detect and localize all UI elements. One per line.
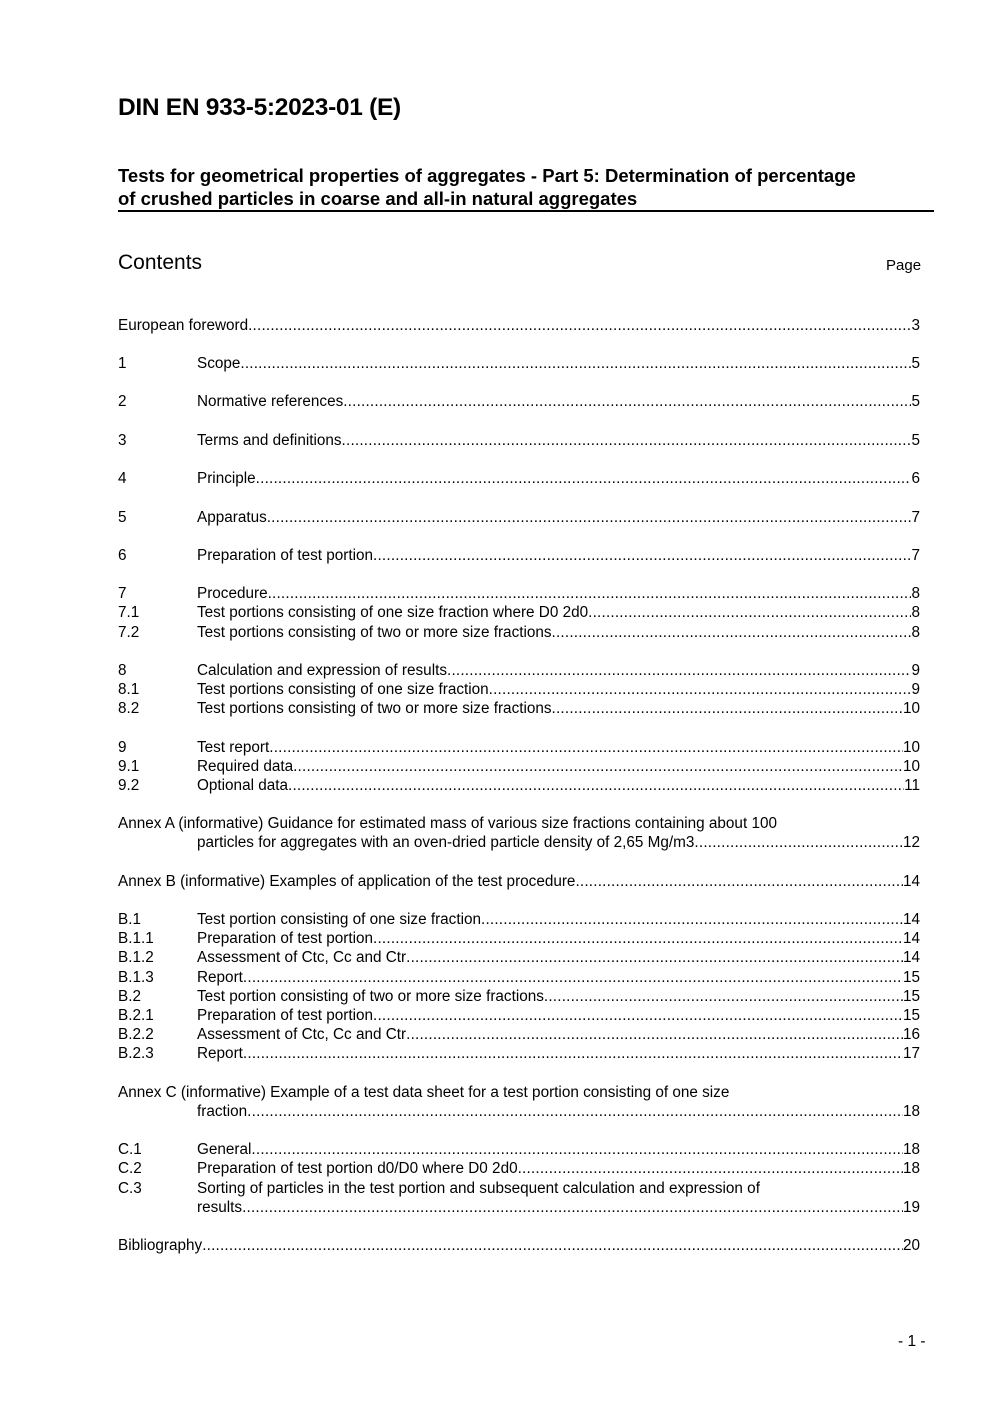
toc-entry[interactable] (118, 738, 920, 757)
toc-entry-continuation[interactable] (118, 833, 920, 852)
contents-heading: Contents (118, 251, 203, 274)
toc-entry-number: B.1.3 (118, 969, 154, 986)
toc-entry[interactable] (118, 354, 920, 373)
toc-dot-leader (544, 987, 903, 1006)
toc-entry-page: 5 (911, 393, 920, 410)
toc-entry-title: General (197, 1141, 252, 1158)
toc-entry[interactable] (118, 776, 920, 795)
toc-entry-title: Test portions consisting of one size fraction where D0 2d0 (197, 604, 589, 621)
toc-dot-leader (288, 776, 904, 795)
toc-entry-title: Bibliography (118, 1237, 203, 1254)
toc-entry-page: 18 (902, 1103, 920, 1120)
toc-entry[interactable] (118, 1159, 920, 1178)
toc-entry-number: B.2.3 (118, 1045, 154, 1062)
toc-entry-number: 7.1 (118, 604, 140, 621)
toc-entry-page: 9 (911, 681, 920, 698)
toc-entry-page: 7 (911, 509, 920, 526)
toc-entry-page: 17 (902, 1045, 920, 1062)
toc-dot-leader (373, 929, 903, 948)
toc-entry[interactable] (118, 680, 920, 699)
toc-entry-number: 7.2 (118, 624, 140, 641)
toc-entry-number: B.2 (118, 988, 141, 1005)
toc-entry[interactable] (118, 910, 920, 929)
toc-entry-title: Required data (197, 758, 294, 775)
toc-dot-leader (293, 757, 903, 776)
toc-entry-number: 2 (118, 393, 127, 410)
toc-entry[interactable] (118, 757, 920, 776)
toc-entry-number: 1 (118, 355, 127, 372)
toc-entry-title: Annex B (informative) Examples of application of the test procedure (118, 873, 576, 890)
toc-entry-page: 20 (902, 1237, 920, 1254)
toc-dot-leader (242, 1198, 903, 1217)
toc-entry-title: Test portion consisting of one size fraction (197, 911, 481, 928)
toc-entry-title: Test report (197, 739, 270, 756)
toc-entry-number: 3 (118, 432, 127, 449)
toc-entry-title: Scope (197, 355, 241, 372)
toc-dot-leader (447, 661, 911, 680)
toc-entry-page: 7 (911, 547, 920, 564)
toc-entry-page: 10 (902, 758, 920, 775)
toc-entry[interactable] (118, 431, 920, 450)
table-of-contents (118, 0, 920, 1403)
toc-entry-page: 19 (902, 1199, 920, 1216)
toc-entry-number: 7 (118, 585, 127, 602)
toc-entry-page: 8 (911, 604, 920, 621)
page-column-heading: Page (886, 257, 922, 274)
toc-entry-continuation[interactable] (118, 1198, 920, 1217)
toc-entry-title: Test portions consisting of two or more size fractions (197, 700, 552, 717)
toc-entry-title: Sorting of particles in the test portion and subsequent calculation and expression of (197, 1180, 760, 1197)
toc-entry[interactable] (118, 872, 920, 891)
toc-entry-page: 12 (902, 834, 920, 851)
toc-entry[interactable] (118, 546, 920, 565)
toc-entry-page: 18 (902, 1160, 920, 1177)
toc-entry[interactable] (118, 1179, 920, 1198)
toc-entry[interactable] (118, 1006, 920, 1025)
toc-dot-leader (248, 316, 911, 335)
toc-entry-title: Preparation of test portion (197, 547, 374, 564)
toc-entry-page: 8 (911, 624, 920, 641)
toc-dot-leader (256, 469, 912, 488)
document-title-line-1: Tests for geometrical properties of aggregates - Part 5: Determination of percentage (118, 165, 856, 186)
toc-entry-number: 5 (118, 509, 127, 526)
toc-entry-page: 14 (902, 873, 920, 890)
toc-entry-number: 6 (118, 547, 127, 564)
toc-entry-number: 8 (118, 662, 127, 679)
toc-entry[interactable] (118, 623, 920, 642)
toc-entry[interactable] (118, 929, 920, 948)
toc-entry[interactable] (118, 469, 920, 488)
toc-entry-title: Test portions consisting of two or more size fractions (197, 624, 552, 641)
toc-entry-page: 11 (904, 777, 920, 794)
toc-dot-leader (518, 1159, 903, 1178)
toc-entry-number: B.1 (118, 911, 141, 928)
toc-entry[interactable] (118, 316, 920, 335)
toc-entry-number: 4 (118, 470, 127, 487)
toc-entry-page: 16 (902, 1026, 920, 1043)
toc-dot-leader (552, 623, 912, 642)
toc-entry[interactable] (118, 699, 920, 718)
toc-entry-title: Assessment of Ctc, Cc and Ctr (197, 1026, 407, 1043)
toc-dot-leader (489, 680, 912, 699)
toc-dot-leader (247, 1102, 903, 1121)
toc-entry-title: European foreword (118, 317, 249, 334)
toc-entry-title: Calculation and expression of results (197, 662, 447, 679)
toc-entry[interactable] (118, 968, 920, 987)
toc-entry-title: Preparation of test portion d0/D0 where D0 2d0 (197, 1160, 518, 1177)
toc-entry-number: B.1.1 (118, 930, 154, 947)
toc-entry[interactable] (118, 1044, 920, 1063)
toc-entry[interactable] (118, 814, 920, 833)
toc-entry-page: 5 (911, 355, 920, 372)
toc-entry-page: 18 (902, 1141, 920, 1158)
toc-entry-page: 15 (902, 988, 920, 1005)
toc-entry-page: 10 (902, 739, 920, 756)
toc-dot-leader (694, 833, 903, 852)
toc-dot-leader (406, 1025, 903, 1044)
toc-entry-number: C.2 (118, 1160, 142, 1177)
toc-dot-leader (406, 948, 903, 967)
toc-entry-title: Terms and definitions (197, 432, 342, 449)
toc-entry-title: Principle (197, 470, 256, 487)
toc-entry-title: Annex C (informative) Example of a test data sheet for a test portion consisting of one size (118, 1084, 730, 1101)
toc-entry[interactable] (118, 603, 920, 622)
toc-entry-title-continuation: fraction (197, 1103, 248, 1120)
toc-entry[interactable] (118, 948, 920, 967)
toc-entry-number: 9 (118, 739, 127, 756)
toc-entry-number: 9.1 (118, 758, 140, 775)
toc-entry[interactable] (118, 661, 920, 680)
toc-dot-leader (202, 1236, 903, 1255)
toc-entry-number: 8.1 (118, 681, 140, 698)
toc-entry-title: Annex A (informative) Guidance for estimated mass of various size fractions containing about 100 (118, 815, 777, 832)
toc-entry-title-continuation: results (197, 1199, 243, 1216)
toc-entry-page: 10 (902, 700, 920, 717)
toc-dot-leader (251, 1140, 903, 1159)
toc-dot-leader (343, 392, 911, 411)
document-title-line-2: of crushed particles in coarse and all-in natural aggregates (118, 188, 638, 209)
toc-dot-leader (575, 872, 903, 891)
toc-entry[interactable] (118, 1083, 920, 1102)
toc-entry-page: 14 (902, 911, 920, 928)
toc-entry-title: Procedure (197, 585, 268, 602)
toc-entry-number: B.1.2 (118, 949, 154, 966)
toc-entry-title: Test portions consisting of one size fraction (197, 681, 489, 698)
document-id: DIN EN 933-5:2023-01 (E) (118, 94, 401, 121)
toc-entry-number: C.3 (118, 1180, 142, 1197)
toc-entry-title: Report (197, 969, 243, 986)
toc-dot-leader (240, 354, 911, 373)
toc-dot-leader (373, 546, 911, 565)
toc-dot-leader (243, 1044, 903, 1063)
toc-dot-leader (588, 603, 911, 622)
toc-dot-leader (481, 910, 903, 929)
toc-dot-leader (243, 968, 903, 987)
toc-entry-title: Apparatus (197, 509, 267, 526)
toc-entry-title: Preparation of test portion (197, 1007, 374, 1024)
toc-entry-page: 9 (911, 662, 920, 679)
toc-entry[interactable] (118, 987, 920, 1006)
toc-entry-title: Assessment of Ctc, Cc and Ctr (197, 949, 407, 966)
toc-dot-leader (552, 699, 903, 718)
toc-dot-leader (268, 584, 912, 603)
toc-entry-page: 8 (911, 585, 920, 602)
toc-entry-page: 14 (902, 949, 920, 966)
toc-entry-number: B.2.1 (118, 1007, 154, 1024)
toc-entry[interactable] (118, 508, 920, 527)
toc-entry-page: 15 (902, 969, 920, 986)
footer-page-number: - 1 - (898, 1333, 926, 1350)
toc-dot-leader (342, 431, 912, 450)
toc-entry-page: 15 (902, 1007, 920, 1024)
toc-entry[interactable] (118, 1236, 920, 1255)
toc-dot-leader (373, 1006, 903, 1025)
toc-entry-title: Normative references (197, 393, 344, 410)
toc-entry-page: 14 (902, 930, 920, 947)
toc-entry[interactable] (118, 1025, 920, 1044)
toc-dot-leader (269, 738, 903, 757)
toc-entry[interactable] (118, 584, 920, 603)
toc-entry-number: 9.2 (118, 777, 140, 794)
toc-entry-title: Preparation of test portion (197, 930, 374, 947)
toc-entry-title: Report (197, 1045, 243, 1062)
toc-entry-page: 5 (911, 432, 920, 449)
toc-entry-continuation[interactable] (118, 1102, 920, 1121)
toc-entry-title: Test portion consisting of two or more size fractions (197, 988, 544, 1005)
toc-entry-number: 8.2 (118, 700, 140, 717)
toc-entry-title: Optional data (197, 777, 288, 794)
toc-entry[interactable] (118, 392, 920, 411)
toc-entry-number: B.2.2 (118, 1026, 154, 1043)
toc-entry-page: 3 (911, 317, 920, 334)
toc-entry-page: 6 (911, 470, 920, 487)
toc-entry-number: C.1 (118, 1141, 142, 1158)
toc-dot-leader (267, 508, 912, 527)
toc-entry-title-continuation: particles for aggregates with an oven-dried particle density of 2,65 Mg/m3 (197, 834, 695, 851)
toc-entry[interactable] (118, 1140, 920, 1159)
